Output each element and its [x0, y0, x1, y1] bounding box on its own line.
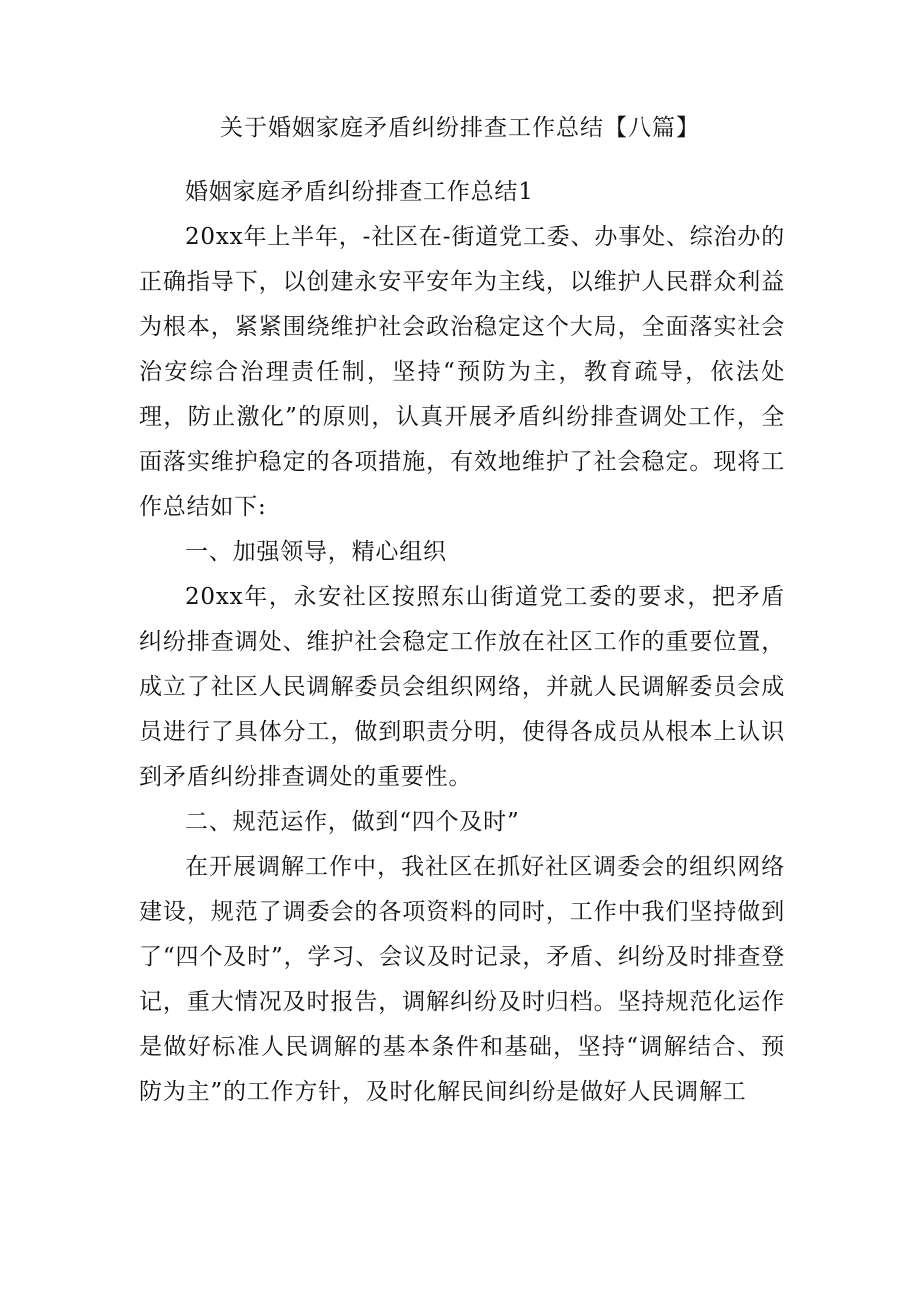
paragraph-intro: 20xx年上半年，-社区在-街道党工委、办事处、综治办的正确指导下，以创建永安平安年为主线，以维护人民群众利益为根本，紧紧围绕维护社会政治稳定这个大局，全面落实社会治安综合治理责任制，坚持“预防为主，教育疏导，依法处理，防止激化”的原则，认真开展矛盾纠纷排查调处工作，全面落实维护稳定的各项措施，有效地维护了社会稳定。现将工作总结如下: — [139, 224, 785, 520]
document-title: 关于婚姻家庭矛盾纠纷排查工作总结【八篇】 — [220, 115, 700, 141]
section-heading-1: 婚姻家庭矛盾纠纷排查工作总结1 — [185, 179, 534, 205]
section-heading-leadership: 一、加强领导，精心组织 — [185, 539, 447, 565]
document-body — [139, 170, 785, 1115]
paragraph-leadership: 20xx年，永安社区按照东山街道党工委的要求，把矛盾纠纷排查调处、维护社会稳定工作放在社区工作的重要位置，成立了社区人民调解委员会组织网络，并就人民调解委员会成员进行了具体分工，做到职责分明，使得各成员从根本上认识到矛盾纠纷排查调处的重要性。 — [139, 584, 785, 790]
paragraph-standardize: 在开展调解工作中，我社区在抓好社区调委会的组织网络建设，规范了调委会的各项资料的同时，工作中我们坚持做到了“四个及时”，学习、会议及时记录，矛盾、纠纷及时排查登记，重大情况及时报告，调解纠纷及时归档。坚持规范化运作是做好标准人民调解的基本条件和基础，坚持“调解结合、预防为主”的工作方针，及时化解民间纠纷是做好人民调解工 — [139, 854, 785, 1105]
section-heading-standardize: 二、规范运作，做到“四个及时” — [185, 809, 520, 835]
